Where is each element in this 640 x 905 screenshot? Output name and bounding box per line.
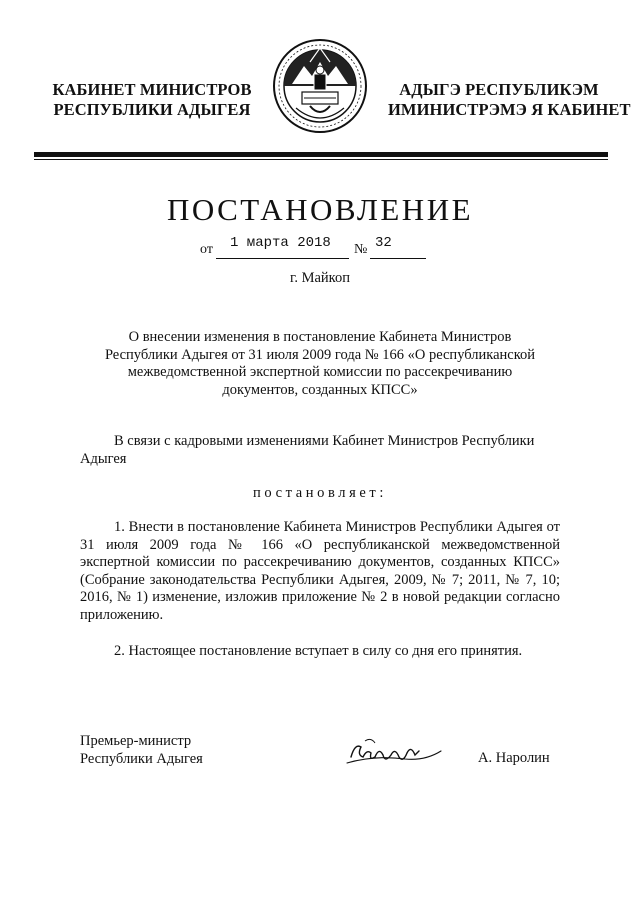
subject-heading — [80, 329, 560, 399]
handwritten-signature-icon — [345, 733, 443, 773]
header-left-org — [52, 80, 252, 120]
number-label: № — [354, 242, 368, 257]
subject-line: документов, созданных КПСС» — [222, 381, 418, 398]
republic-emblem-icon — [270, 36, 370, 136]
date-underline — [216, 258, 349, 259]
signatory-title-line2: Республики Адыгея — [80, 750, 203, 767]
item-1-text: 1. Внести в постановление Кабинета Министров Республики Адыгея от 31 июля 2009 года № 166 «О республиканской межведомственной экспертной комиссии по рассекречиванию документов, созданных КПСС» (Собрание законодательства Республики Адыгея, 2009, № 7; 2011, № 7, 10; 2016, № 1) изменение, изложив приложение № 2 в новой редакции согласно приложению. — [80, 519, 560, 623]
signatory-name: А. Наролин — [478, 750, 550, 766]
header-divider-thin — [34, 159, 608, 160]
subject-line: межведомственной экспертной комиссии по рассекречиванию — [127, 364, 513, 381]
number-underline — [370, 258, 426, 259]
signatory-title — [80, 733, 280, 768]
date-value: 1 марта 2018 — [230, 235, 331, 251]
number-value: 32 — [375, 235, 392, 251]
intro-paragraph — [80, 433, 560, 468]
decree-item-1 — [80, 519, 560, 625]
city: г. Майкоп — [290, 270, 350, 286]
date-label: от — [200, 242, 213, 257]
subject-line: Республики Адыгея от 31 июля 2009 года № 166 «О республиканской — [104, 346, 536, 363]
item-2-text: 2. Настоящее постановление вступает в силу со дня его принятия. — [114, 643, 523, 659]
decree-item-2 — [80, 643, 560, 661]
header-right-org — [388, 80, 631, 120]
subject-line: О внесении изменения в постановление Кабинета Министров — [128, 329, 512, 345]
document-title: ПОСТАНОВЛЕНИЕ — [166, 192, 474, 227]
intro-text: В связи с кадровыми изменениями Кабинет Министров Республики Адыгея — [80, 433, 535, 467]
header-left-line1: КАБИНЕТ МИНИСТРОВ — [52, 80, 252, 99]
signatory-title-line1: Премьер-министр — [80, 733, 192, 749]
header-divider-thick — [34, 152, 608, 157]
header-left-line2: РЕСПУБЛИКИ АДЫГЕЯ — [53, 100, 251, 119]
decree-word: постановляет: — [253, 485, 387, 501]
header-right-line1: АДЫГЭ РЕСПУБЛИКЭМ — [399, 80, 599, 99]
header-right-line2: ИМИНИСТРЭМЭ Я КАБИНЕТ — [388, 100, 631, 119]
